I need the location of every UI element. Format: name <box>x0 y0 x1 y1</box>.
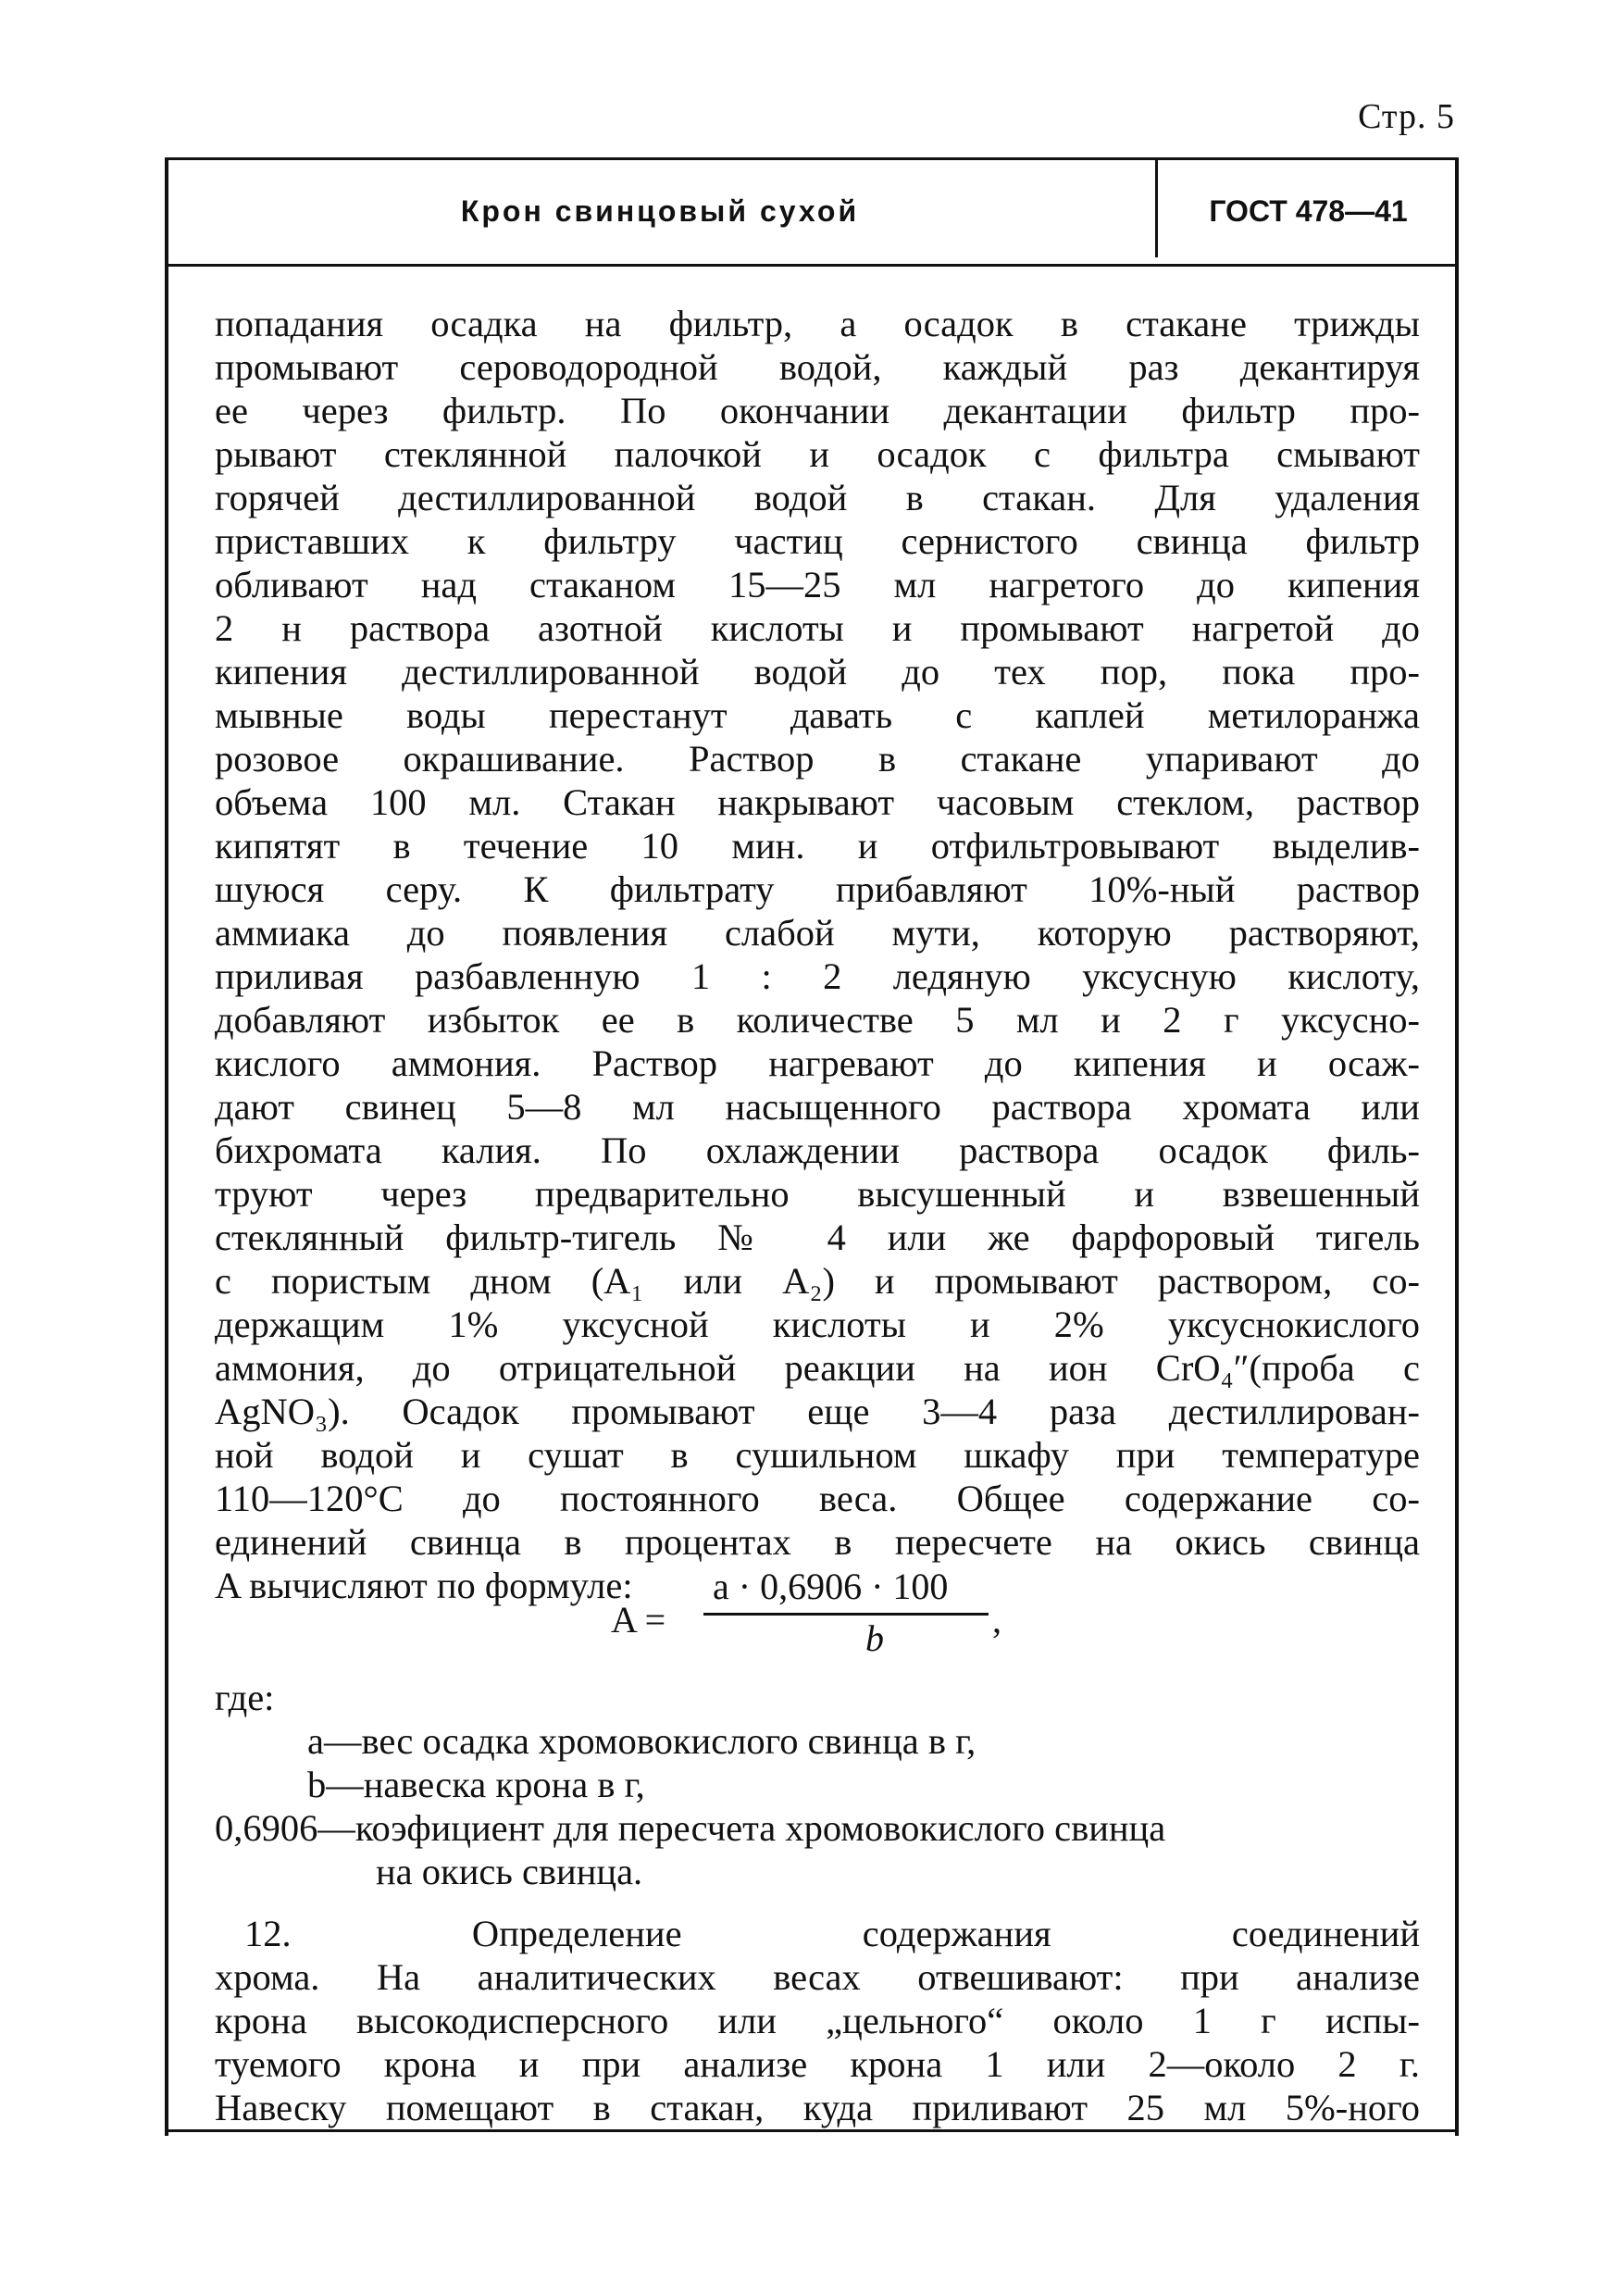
formula-legend <box>215 1676 1420 2129</box>
paragraph-line: единений свинца в процентах в пересчете на окись свинца <box>215 1521 1420 1563</box>
document-header <box>165 157 1459 267</box>
paragraph-line: держащим 1% уксусной кислоты и 2% уксуснокислого <box>215 1304 1420 1345</box>
formula <box>611 1565 1092 1666</box>
paragraph-line: с пористым дном (A₁ или A₂) и промывают раствором, со- <box>215 1260 1420 1302</box>
legend-item: на окись свинца. <box>376 1851 643 1892</box>
legend-item: 0,6906—коэфициент для пересчета хромовокислого свинца <box>215 1807 1166 1849</box>
paragraph-line: рывают стеклянной палочкой и осадок с фильтра смывают <box>215 433 1420 475</box>
paragraph-line: ее через фильтр. По окончании декантации фильтр про- <box>215 390 1420 431</box>
section-heading-line: 12. Определение содержания соединений <box>244 1913 1420 1954</box>
legend-intro: где: <box>215 1677 275 1718</box>
paragraph-line: добавляют избыток ее в количестве 5 мл и 2 г уксусно- <box>215 999 1420 1041</box>
gost-number: ГОСТ 478—41 <box>1209 194 1408 228</box>
formula-lhs: A = <box>611 1599 666 1641</box>
paragraph-line: попадания осадка на фильтр, а осадок в стакане трижды <box>215 303 1420 344</box>
paragraph-line: стеклянный фильтр-тигель № 4 или же фарфоровый тигель <box>215 1217 1420 1258</box>
formula-numerator: a · 0,6906 · 100 <box>713 1566 949 1607</box>
paragraph-line: Навеску помещают в стакан, куда приливают 25 мл 5%-ного <box>215 2087 1420 2128</box>
paragraph-line: кипения дестиллированной водой до тех пор, пока про- <box>215 651 1420 693</box>
paragraph-line: хрома. На аналитических весах отвешивают: при анализе <box>215 1956 1420 1998</box>
bottom-rule <box>165 2129 1459 2132</box>
paragraph-line: обливают над стаканом 15—25 мл нагретого до кипения <box>215 564 1420 605</box>
paragraph-line: розовое окрашивание. Раствор в стакане упаривают до <box>215 738 1420 780</box>
paragraph-line: аммиака до появления слабой мути, которую растворяют, <box>215 912 1420 954</box>
paragraph-line: туемого крона и при анализе крона 1 или 2—около 2 г. <box>215 2043 1420 2085</box>
paragraph-line: приливая разбавленную 1 : 2 ледяную уксусную кислоту, <box>215 955 1420 997</box>
paragraph-line: кипятят в течение 10 мин. и отфильтровывают выделив- <box>215 825 1420 867</box>
fraction-bar <box>703 1613 989 1616</box>
paragraph-line: дают свинец 5—8 мл насыщенного раствора хромата или <box>215 1086 1420 1128</box>
formula-comma: , <box>992 1599 1001 1641</box>
paragraph-line: объема 100 мл. Стакан накрывают часовым стеклом, раствор <box>215 781 1420 823</box>
paragraph-line: шуюся серу. К фильтрату прибавляют 10%-ный раствор <box>215 868 1420 910</box>
formula-denominator: b <box>865 1617 884 1659</box>
paragraph-line: ной водой и сушат в сушильном шкафу при температуре <box>215 1434 1420 1476</box>
paragraph-line: крона высокодисперсного или „цельного“ около 1 г испы- <box>215 2000 1420 2041</box>
paragraph-line: мывные воды перестанут давать с каплей метилоранжа <box>215 694 1420 736</box>
paragraph-line: AgNO₃). Осадок промывают еще 3—4 раза дестиллирован- <box>215 1391 1420 1432</box>
paragraph-line: приставших к фильтру частиц сернистого свинца фильтр <box>215 520 1420 562</box>
paragraph-line: промывают сероводородной водой, каждый раз декантируя <box>215 346 1420 388</box>
paragraph-line: труют через предварительно высушенный и взвешенный <box>215 1173 1420 1215</box>
paragraph-line: 110—120°C до постоянного веса. Общее содержание со- <box>215 1478 1420 1519</box>
paragraph-line: аммония, до отрицательной реакции на ион CrO₄″(проба с <box>215 1347 1420 1389</box>
paragraph-line: бихромата калия. По охлаждении раствора осадок филь- <box>215 1129 1420 1171</box>
paragraph-line: A вычисляют по формуле: <box>215 1565 633 1606</box>
document-title: Крон свинцовый сухой <box>460 194 860 228</box>
paragraph-line: горячей дестиллированной водой в стакан. Для удаления <box>215 477 1420 518</box>
paragraph-line: 2 н раствора азотной кислоты и промывают нагретой до <box>215 607 1420 649</box>
legend-item: b—навеска крона в г, <box>307 1764 645 1805</box>
body-text <box>215 302 1420 1607</box>
paragraph-line: кислого аммония. Раствор нагревают до кипения и осаж- <box>215 1042 1420 1084</box>
legend-item: a—вес осадка хромовокислого свинца в г, <box>307 1720 976 1762</box>
page-number: Стр. 5 <box>1358 97 1455 136</box>
